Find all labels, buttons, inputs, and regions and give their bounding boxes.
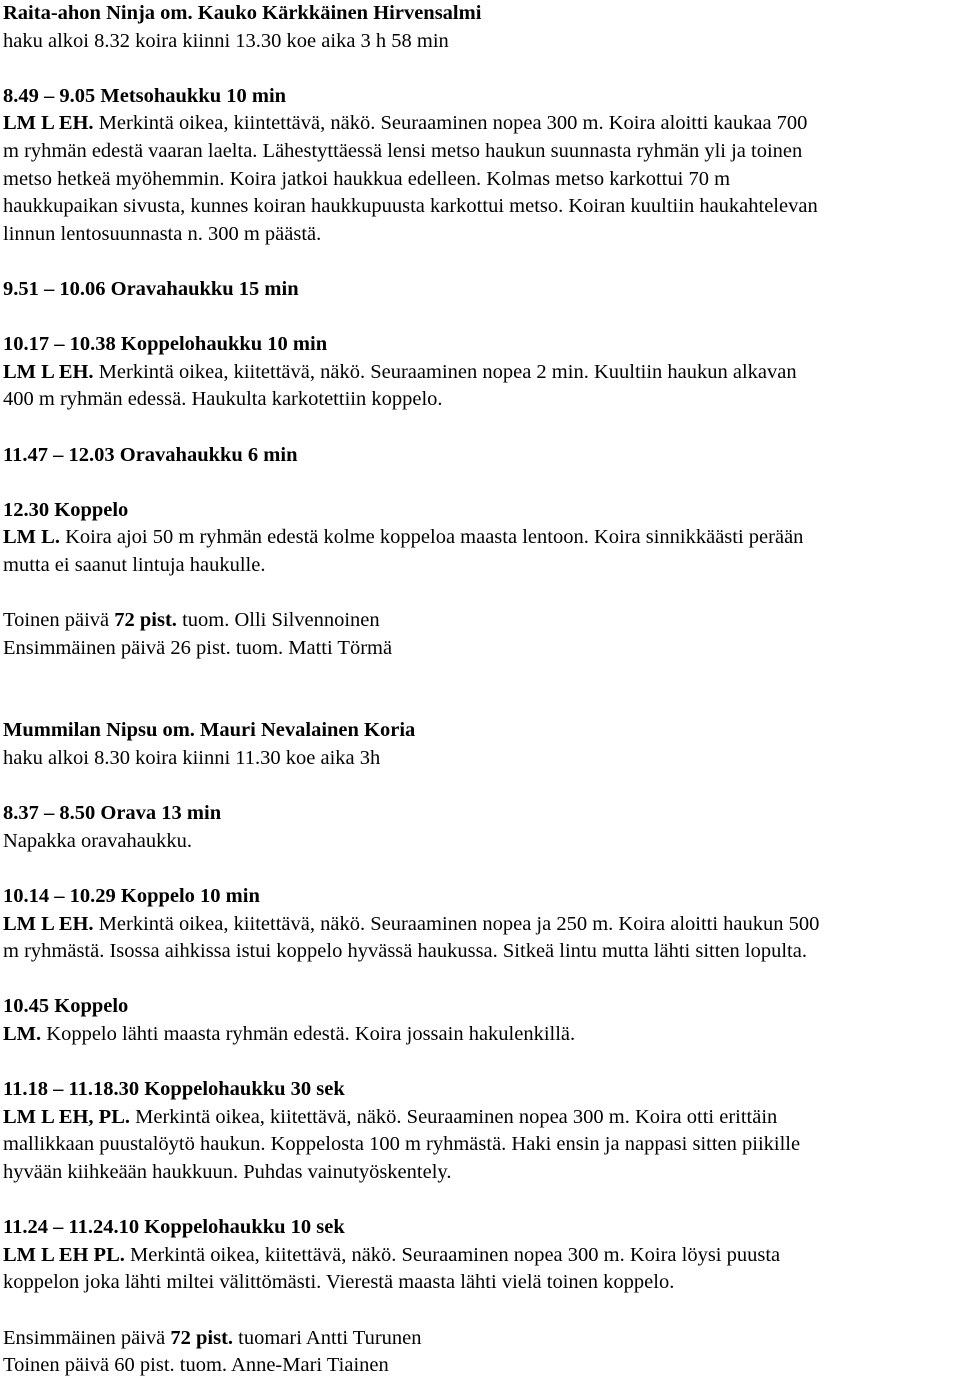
- entry-heading: 11.47 – 12.03 Oravahaukku 6 min: [3, 443, 298, 466]
- entry-text: Napakka oravahaukku.: [3, 829, 192, 852]
- spacer: [3, 579, 960, 607]
- spacer: [3, 773, 960, 801]
- entry-text: haukkupaikan sivusta, kunnes koiran haukkupuusta karkottui metso. Koiran kuultiin haukahtelevan: [3, 195, 818, 218]
- entry-text: LM L. Koira ajoi 50 m ryhmän edestä kolme koppeloa maasta lentoon. Koira sinnikkäästi perään: [3, 526, 804, 549]
- score-line: Toinen päivä 72 pist. tuom. Olli Silvennoinen: [3, 609, 380, 632]
- spacer: [3, 304, 960, 332]
- entry-heading: 12.30 Koppelo: [3, 498, 129, 521]
- spacer: [3, 966, 960, 994]
- dog-section-2: [3, 717, 960, 1379]
- dog-section-1: [3, 0, 960, 662]
- entry-text: hyvään kiihkeään haukkuun. Puhdas vainutyöskentely.: [3, 1160, 452, 1183]
- entry: [3, 1214, 960, 1297]
- dog-header: Raita-ahon Ninja om. Kauko Kärkkäinen Hirvensalmi: [3, 2, 482, 24]
- entry-heading: 10.14 – 10.29 Koppelo 10 min: [3, 885, 260, 907]
- section-spacer: [3, 662, 960, 717]
- entry: [3, 83, 960, 249]
- entry: [3, 883, 960, 966]
- entry-text: linnun lentosuunnasta n. 300 m päästä.: [3, 222, 322, 245]
- entry-text: koppelon joka lähti miltei välittömästi. Vierestä maasta lähti vielä toinen koppelo.: [3, 1271, 675, 1294]
- entry-text: LM L EH PL. Merkintä oikea, kiitettävä, näkö. Seuraaminen nopea 300 m. Koira löysi puusta: [3, 1243, 781, 1266]
- entry-text: metso hetkeä myöhemmin. Koira jatkoi haukkua edelleen. Kolmas metso karkottui 70 m: [3, 167, 731, 190]
- spacer: [3, 55, 960, 83]
- entry-heading: 9.51 – 10.06 Oravahaukku 15 min: [3, 277, 299, 300]
- entry-text: LM L EH. Merkintä oikea, kiitettävä, näkö. Seuraaminen nopea ja 250 m. Koira aloitti haukun 500: [3, 912, 820, 935]
- score-line: Toinen päivä 60 pist. tuom. Anne-Mari Tiainen: [3, 1354, 389, 1377]
- entry-heading: 11.18 – 11.18.30 Koppelohaukku 30 sek: [3, 1078, 345, 1101]
- entry-text: LM. Koppelo lähti maasta ryhmän edestä. Koira jossain hakulenkillä.: [3, 1022, 576, 1045]
- entry-heading: 11.24 – 11.24.10 Koppelohaukku 10 sek: [3, 1216, 345, 1239]
- entry-heading: 8.37 – 8.50 Orava 13 min: [3, 802, 222, 825]
- entry: [3, 800, 960, 855]
- entry: [3, 497, 960, 580]
- dog-header: Mummilan Nipsu om. Mauri Nevalainen Koria: [3, 719, 416, 742]
- entry: [3, 1076, 960, 1186]
- hunt-info: haku alkoi 8.32 koira kiinni 13.30 koe aika 3 h 58 min: [3, 29, 449, 52]
- entry-text: LM L EH. Merkintä oikea, kiitettävä, näkö. Seuraaminen nopea 2 min. Kuultiin haukun alkavan: [3, 360, 797, 383]
- entry-text: mutta ei saanut lintuja haukulle.: [3, 553, 266, 576]
- entry-text: LM L EH. Merkintä oikea, kiintettävä, näkö. Seuraaminen nopea 300 m. Koira aloitti kaukaa 700: [3, 112, 808, 135]
- score-line: Ensimmäinen päivä 72 pist. tuomari Antti Turunen: [3, 1326, 422, 1349]
- entry-text: 400 m ryhmän edessä. Haukulta karkotettiin koppelo.: [3, 388, 443, 411]
- spacer: [3, 1049, 960, 1077]
- entry-heading: 10.17 – 10.38 Koppelohaukku 10 min: [3, 333, 328, 356]
- spacer: [3, 414, 960, 442]
- entry-text: m ryhmästä. Isossa aihkissa istui koppelo hyvässä haukussa. Sitkeä lintu mutta lähti sitten lopulta.: [3, 940, 807, 963]
- entry: [3, 442, 960, 470]
- spacer: [3, 1297, 960, 1325]
- entry-text: mallikkaan puustalöytö haukun. Koppelosta 100 m ryhmästä. Haki ensin ja nappasi sitten piikille: [3, 1133, 801, 1156]
- spacer: [3, 855, 960, 883]
- spacer: [3, 1187, 960, 1215]
- entry-heading: 8.49 – 9.05 Metsohaukku 10 min: [3, 84, 287, 107]
- hunt-info: haku alkoi 8.30 koira kiinni 11.30 koe aika 3h: [3, 747, 381, 770]
- entry: [3, 993, 960, 1048]
- spacer: [3, 248, 960, 276]
- spacer: [3, 469, 960, 497]
- entry: [3, 331, 960, 414]
- score-line: Ensimmäinen päivä 26 pist. tuom. Matti Törmä: [3, 636, 393, 659]
- entry: [3, 276, 960, 304]
- entry-heading: 10.45 Koppelo: [3, 995, 129, 1018]
- entry-text: m ryhmän edestä vaaran laelta. Lähestyttäessä lensi metso haukun suunnasta ryhmän yli ja toinen: [3, 139, 803, 162]
- entry-text: LM L EH, PL. Merkintä oikea, kiitettävä, näkö. Seuraaminen nopea 300 m. Koira otti erittäin: [3, 1105, 778, 1128]
